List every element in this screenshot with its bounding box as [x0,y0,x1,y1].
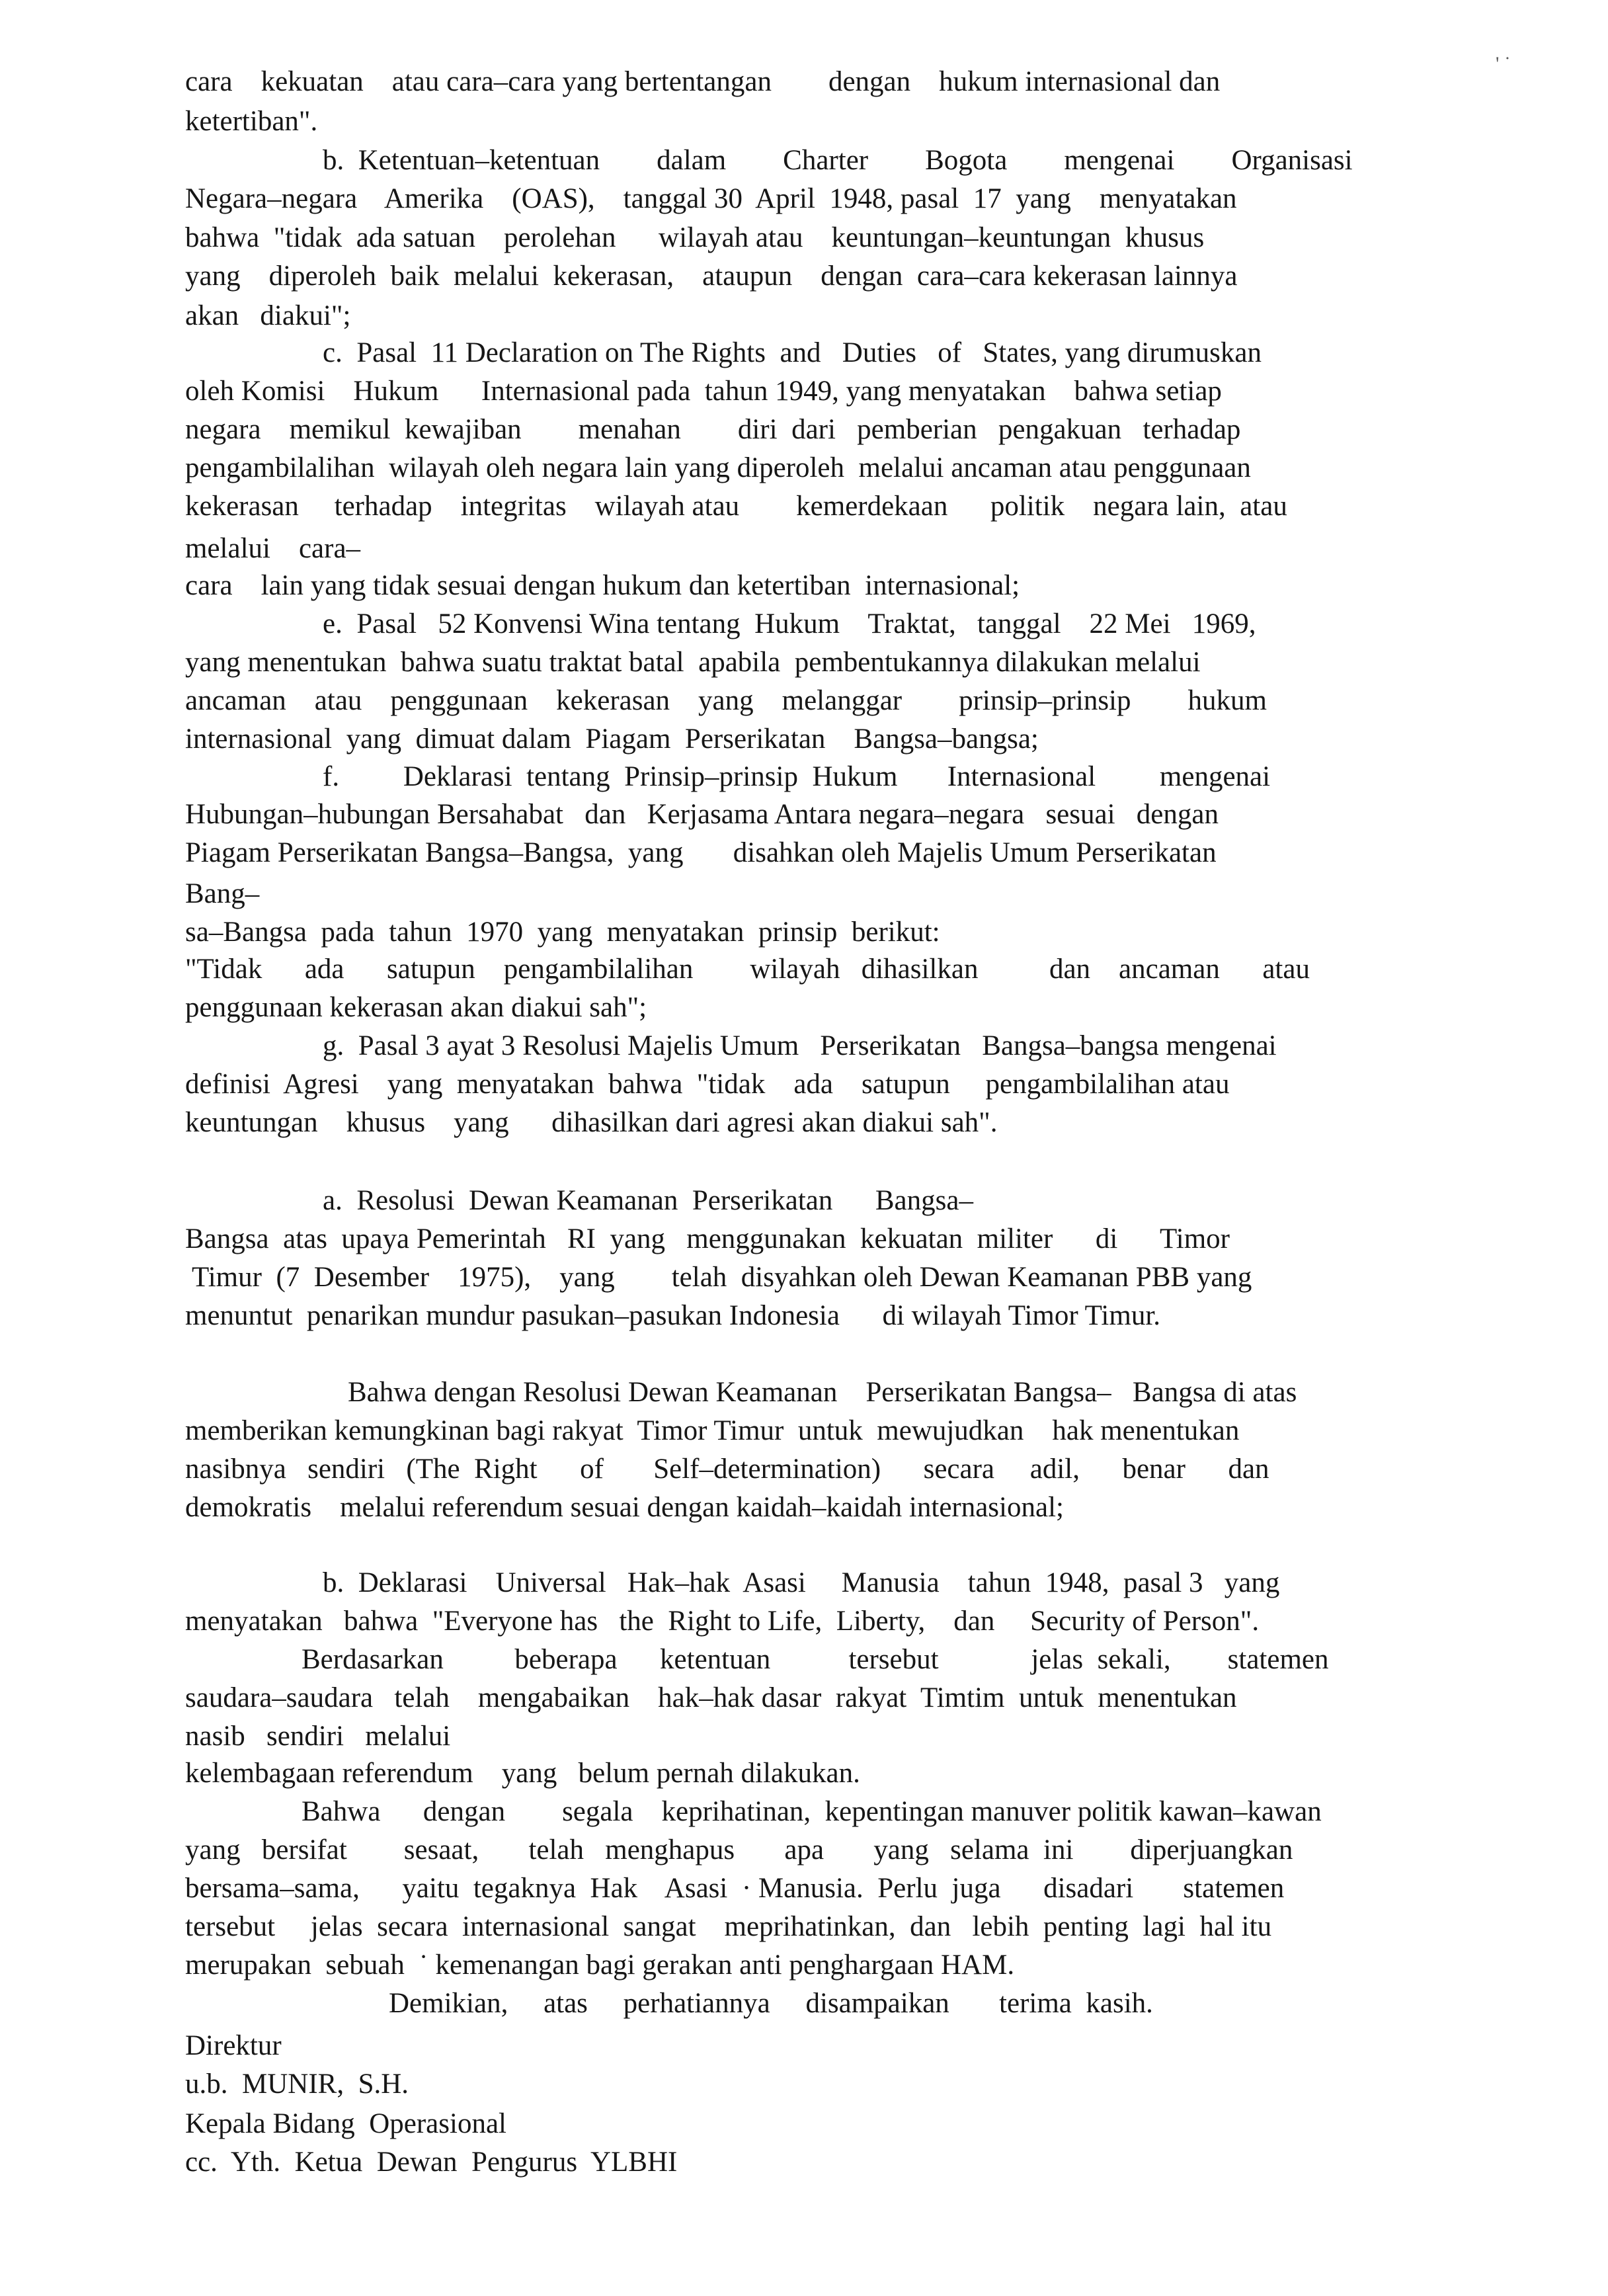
item-g-line-2: definisi Agresi yang menyatakan bahwa "tidak ada satupun pengambilalihan atau [185,1069,1230,1100]
conclusion-line-2: saudara–saudara telah mengabaikan hak–hak dasar rakyat Timtim untuk menentukan [185,1682,1237,1713]
consequence-line-2: memberikan kemungkinan bagi rakyat Timor Timur untuk mewujudkan hak menentukan [185,1415,1240,1446]
resolution-a-line-3: Timur (7 Desember 1975), yang telah disyahkan oleh Dewan Keamanan PBB yang [185,1262,1252,1293]
consequence-line-3: nasibnya sendiri (The Right of Self–determination) secara adil, benar dan [185,1454,1269,1485]
resolution-a-line-1: a. Resolusi Dewan Keamanan Perserikatan Bangsa– [323,1185,973,1216]
item-b-line-2: Negara–negara Amerika (OAS), tanggal 30 April 1948, pasal 17 yang menyatakan [185,183,1237,214]
item-f-line-4: Bang– [185,878,260,909]
item-c-line-5: kekerasan terhadap integritas wilayah atau kemerdekaan politik negara lain, atau [185,491,1287,522]
consequence-line-1: Bahwa dengan Resolusi Dewan Keamanan Perserikatan Bangsa– Bangsa di atas [348,1377,1297,1408]
item-c-line-1: c. Pasal 11 Declaration on The Rights and Duties of States, yang dirumuskan [323,337,1262,368]
declaration-b-line-1: b. Deklarasi Universal Hak–hak Asasi Manusia tahun 1948, pasal 3 yang [323,1567,1280,1598]
conclusion-line-3: nasib sendiri melalui [185,1721,451,1752]
signature-name: u.b. MUNIR, S.H. [185,2069,409,2100]
item-f-line-7: penggunaan kekerasan akan diakui sah"; [185,992,647,1023]
concern-line-5: merupakan sebuah ˙ kemenangan bagi gerakan anti penghargaan HAM. [185,1949,1015,1981]
item-e-line-1: e. Pasal 52 Konvensi Wina tentang Hukum Traktat, tanggal 22 Mei 1969, [323,608,1256,639]
item-f-line-6: "Tidak ada satupun pengambilalihan wilayah dihasilkan dan ancaman atau [185,954,1310,985]
item-c-line-2: oleh Komisi Hukum Internasional pada tahun 1949, yang menyatakan bahwa setiap [185,376,1222,407]
conclusion-line-1: Berdasarkan beberapa ketentuan tersebut jelas sekali, statemen [302,1644,1329,1675]
consequence-line-4: demokratis melalui referendum sesuai dengan kaidah–kaidah internasional; [185,1492,1064,1523]
closing-line: Demikian, atas perhatiannya disampaikan terima kasih. [389,1988,1153,2019]
item-f-line-2: Hubungan–hubungan Bersahabat dan Kerjasama Antara negara–negara sesuai dengan [185,799,1219,830]
concern-line-4: tersebut jelas secara internasional sangat meprihatinkan, dan lebih penting lagi hal itu [185,1911,1272,1942]
intro-line-1: cara kekuatan atau cara–cara yang bertentangan dengan hukum internasional dan [185,66,1221,97]
concern-line-2: yang bersifat sesaat, telah menghapus apa yang selama ini diperjuangkan [185,1834,1293,1866]
concern-line-1: Bahwa dengan segala keprihatinan, kepentingan manuver politik kawan–kawan [302,1796,1322,1827]
item-b-line-4: yang diperoleh baik melalui kekerasan, ataupun dengan cara–cara kekerasan lainnya [185,261,1238,292]
item-c-line-4: pengambilalihan wilayah oleh negara lain yang diperoleh melalui ancaman atau penggunaan [185,452,1251,483]
item-b-line-1: b. Ketentuan–ketentuan dalam Charter Bogota mengenai Organisasi [323,145,1353,176]
item-c-line-7: cara lain yang tidak sesuai dengan hukum dan ketertiban internasional; [185,570,1020,601]
item-b-line-3: bahwa "tidak ada satuan perolehan wilayah atau keuntungan–keuntungan khusus [185,222,1205,253]
item-c-line-6: melalui cara– [185,533,361,564]
intro-line-2: ketertiban". [185,106,318,137]
signature-title: Direktur [185,2030,282,2061]
item-g-line-3: keuntungan khusus yang dihasilkan dari agresi akan diakui sah". [185,1107,998,1138]
concern-line-3: bersama–sama, yaitu tegaknya Hak Asasi · Manusia. Perlu juga disadari statemen [185,1873,1285,1904]
conclusion-line-4: kelembagaan referendum yang belum pernah dilakukan. [185,1758,860,1789]
resolution-a-line-2: Bangsa atas upaya Pemerintah RI yang menggunakan kekuatan militer di Timor [185,1223,1230,1254]
item-f-line-1: f. Deklarasi tentang Prinsip–prinsip Hukum Internasional mengenai [323,761,1271,792]
item-e-line-3: ancaman atau penggunaan kekerasan yang melanggar prinsip–prinsip hukum [185,685,1267,716]
signature-position: Kepala Bidang Operasional [185,2108,506,2139]
scan-mark: ' ˙ [1496,53,1511,75]
item-b-line-5: akan diakui"; [185,300,351,331]
item-e-line-4: internasional yang dimuat dalam Piagam Perserikatan Bangsa–bangsa; [185,723,1039,755]
item-f-line-5: sa–Bangsa pada tahun 1970 yang menyatakan prinsip berikut: [185,917,940,948]
item-c-line-3: negara memikul kewajiban menahan diri dari pemberian pengakuan terhadap [185,414,1241,445]
resolution-a-line-4: menuntut penarikan mundur pasukan–pasukan Indonesia di wilayah Timor Timur. [185,1300,1161,1331]
item-f-line-3: Piagam Perserikatan Bangsa–Bangsa, yang disahkan oleh Majelis Umum Perserikatan [185,837,1217,868]
carbon-copy: cc. Yth. Ketua Dewan Pengurus YLBHI [185,2147,678,2178]
declaration-b-line-2: menyatakan bahwa "Everyone has the Right to Life, Liberty, dan Security of Person". [185,1606,1260,1637]
item-g-line-1: g. Pasal 3 ayat 3 Resolusi Majelis Umum Perserikatan Bangsa–bangsa mengenai [323,1030,1277,1061]
item-e-line-2: yang menentukan bahwa suatu traktat batal apabila pembentukannya dilakukan melalui [185,647,1201,678]
